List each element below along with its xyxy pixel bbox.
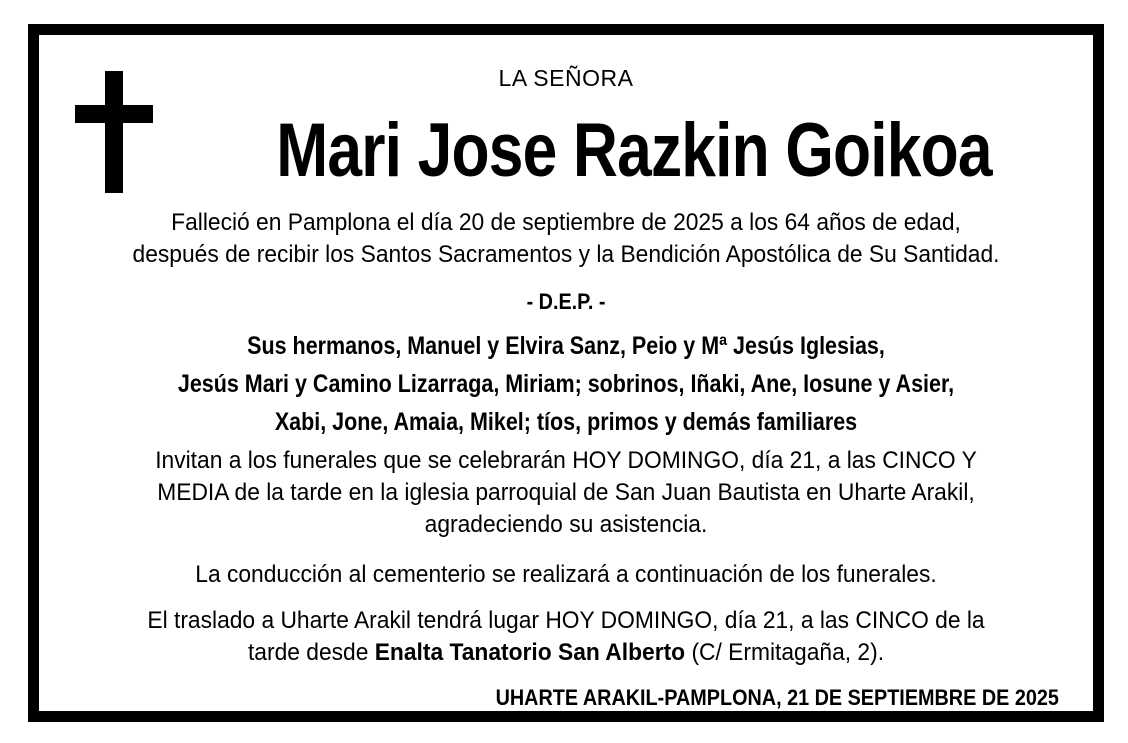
death-notice-line: Falleció en Pamplona el día 20 de septiembre de 2025 a los 64 años de edad,: [171, 209, 961, 236]
transfer-notice: [65, 605, 1066, 669]
funeral-line: MEDIA de la tarde en la iglesia parroquial de San Juan Bautista en Uharte Arakil,: [157, 479, 975, 506]
funeral-line: agradeciendo su asistencia.: [424, 511, 708, 538]
closing-place-date: UHARTE ARAKIL-PAMPLONA, 21 DE SEPTIEMBRE DE 2025: [495, 685, 1059, 710]
death-notice-line: después de recibir los Santos Sacramentos y la Bendición Apostólica de Su Santidad.: [132, 241, 1000, 268]
family-list: [113, 327, 1019, 441]
family-line: Xabi, Jone, Amaia, Mikel; tíos, primos y demás familiares: [274, 408, 858, 436]
transfer-pre: tarde desde: [247, 639, 375, 666]
cemetery-notice: La conducción al cementerio se realizará a continuación de los funerales.: [195, 561, 937, 588]
family-line: Sus hermanos, Manuel y Elvira Sanz, Peio y Mª Jesús Iglesias,: [247, 332, 885, 360]
title-prefix: LA SEÑORA: [498, 65, 634, 91]
deceased-name: Mari Jose Razkin Goikoa: [276, 108, 992, 193]
funeral-line: Invitan a los funerales que se celebrarán HOY DOMINGO, día 21, a las CINCO Y: [155, 447, 977, 474]
transfer-line: El traslado a Uharte Arakil tendrá lugar HOY DOMINGO, día 21, a las CINCO de la: [147, 607, 985, 634]
transfer-line: [65, 637, 1066, 669]
rip-text: - D.E.P. -: [526, 289, 606, 314]
death-notice: [65, 207, 1066, 271]
obituary-frame: [28, 24, 1104, 722]
funeral-invitation: [65, 445, 1066, 541]
transfer-post: (C/ Ermitagaña, 2).: [685, 639, 885, 666]
family-line: Jesús Mari y Camino Lizarraga, Miriam; sobrinos, Iñaki, Ane, Iosune y Asier,: [177, 370, 955, 398]
funeral-home-name: Enalta Tanatorio San Alberto: [374, 639, 686, 666]
